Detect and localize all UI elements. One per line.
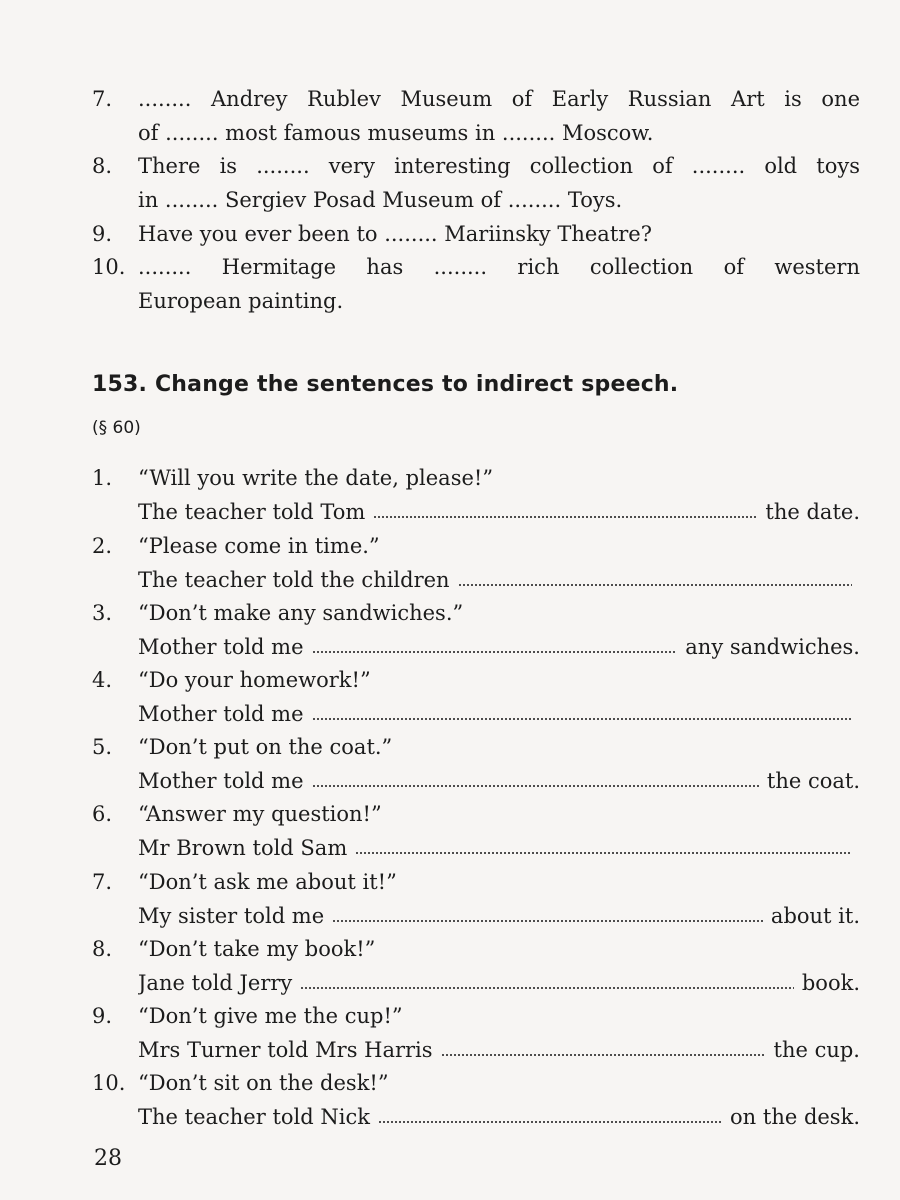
item-number: 5. — [92, 735, 113, 759]
item-line: ........ Andrey Rublev Museum of Early Russian Art is one — [138, 87, 860, 111]
answer-prefix: Mother told me — [138, 702, 304, 726]
grammar-reference: (§ 60) — [92, 418, 141, 438]
page-number: 28 — [94, 1146, 122, 1171]
item-number: 9. — [92, 222, 113, 246]
item-line: of ........ most famous museums in ........ Moscow. — [138, 121, 654, 145]
item-number: 7. — [92, 87, 113, 111]
direct-speech-quote: “Don’t put on the coat.” — [138, 735, 393, 759]
answer-line — [138, 966, 860, 1000]
answer-prefix: The teacher told Tom — [138, 500, 366, 524]
item-number: 8. — [92, 154, 113, 178]
item-number: 4. — [92, 668, 113, 692]
item-number: 8. — [92, 937, 113, 961]
item-line: European painting. — [138, 289, 344, 313]
answer-suffix: any sandwiches. — [685, 635, 860, 659]
answer-prefix: Mrs Turner told Mrs Harris — [138, 1038, 433, 1062]
answer-prefix: Jane told Jerry — [138, 971, 293, 995]
item-number: 9. — [92, 1004, 113, 1028]
answer-line — [138, 630, 860, 664]
answer-prefix: The teacher told Nick — [138, 1105, 370, 1129]
answer-line — [138, 1100, 860, 1134]
answer-blank[interactable] — [441, 1053, 766, 1059]
direct-speech-quote: “Don’t give me the cup!” — [138, 1004, 403, 1028]
direct-speech-quote: “Answer my question!” — [138, 802, 382, 826]
direct-speech-quote: “Don’t make any sandwiches.” — [138, 601, 464, 625]
item-number: 7. — [92, 870, 113, 894]
answer-suffix: on the desk. — [730, 1105, 860, 1129]
item-line: Have you ever been to ........ Mariinsky Theatre? — [138, 222, 652, 246]
item-number: 1. — [92, 466, 113, 490]
item-number: 2. — [92, 534, 113, 558]
answer-suffix: the cup. — [773, 1038, 860, 1062]
answer-line — [138, 563, 860, 597]
item-number: 10. — [92, 255, 126, 279]
answer-blank[interactable] — [312, 784, 759, 790]
item-number: 10. — [92, 1071, 126, 1095]
exercise-heading: 153. Change the sentences to indirect speech. — [92, 372, 679, 397]
answer-blank[interactable] — [312, 717, 852, 723]
item-line: ........ Hermitage has ........ rich collection of western — [138, 255, 860, 279]
item-number: 6. — [92, 802, 113, 826]
answer-line — [138, 697, 860, 731]
item-line: There is ........ very interesting collection of ........ old toys — [138, 154, 860, 178]
answer-line — [138, 831, 860, 865]
answer-blank[interactable] — [378, 1120, 722, 1126]
item-line: in ........ Sergiev Posad Museum of ........ Toys. — [138, 188, 623, 212]
answer-blank[interactable] — [355, 851, 852, 857]
item-number: 3. — [92, 601, 113, 625]
direct-speech-quote: “Don’t ask me about it!” — [138, 870, 397, 894]
answer-prefix: My sister told me — [138, 904, 325, 928]
answer-suffix: about it. — [770, 904, 860, 928]
answer-blank[interactable] — [300, 986, 794, 992]
direct-speech-quote: “Don’t take my book!” — [138, 937, 376, 961]
answer-suffix: book. — [801, 971, 860, 995]
answer-suffix: the coat. — [766, 769, 860, 793]
direct-speech-quote: “Do your homework!” — [138, 668, 371, 692]
answer-prefix: The teacher told the children — [138, 568, 450, 592]
answer-blank[interactable] — [312, 650, 678, 656]
answer-line — [138, 495, 860, 529]
answer-prefix: Mr Brown told Sam — [138, 836, 348, 860]
answer-line — [138, 764, 860, 798]
direct-speech-quote: “Don’t sit on the desk!” — [138, 1071, 389, 1095]
answer-blank[interactable] — [458, 583, 852, 589]
answer-prefix: Mother told me — [138, 769, 304, 793]
answer-line — [138, 899, 860, 933]
direct-speech-quote: “Please come in time.” — [138, 534, 380, 558]
answer-blank[interactable] — [332, 919, 763, 925]
direct-speech-quote: “Will you write the date, please!” — [138, 466, 494, 490]
answer-suffix: the date. — [765, 500, 860, 524]
answer-line — [138, 1033, 860, 1067]
answer-blank[interactable] — [373, 515, 757, 521]
answer-prefix: Mother told me — [138, 635, 304, 659]
